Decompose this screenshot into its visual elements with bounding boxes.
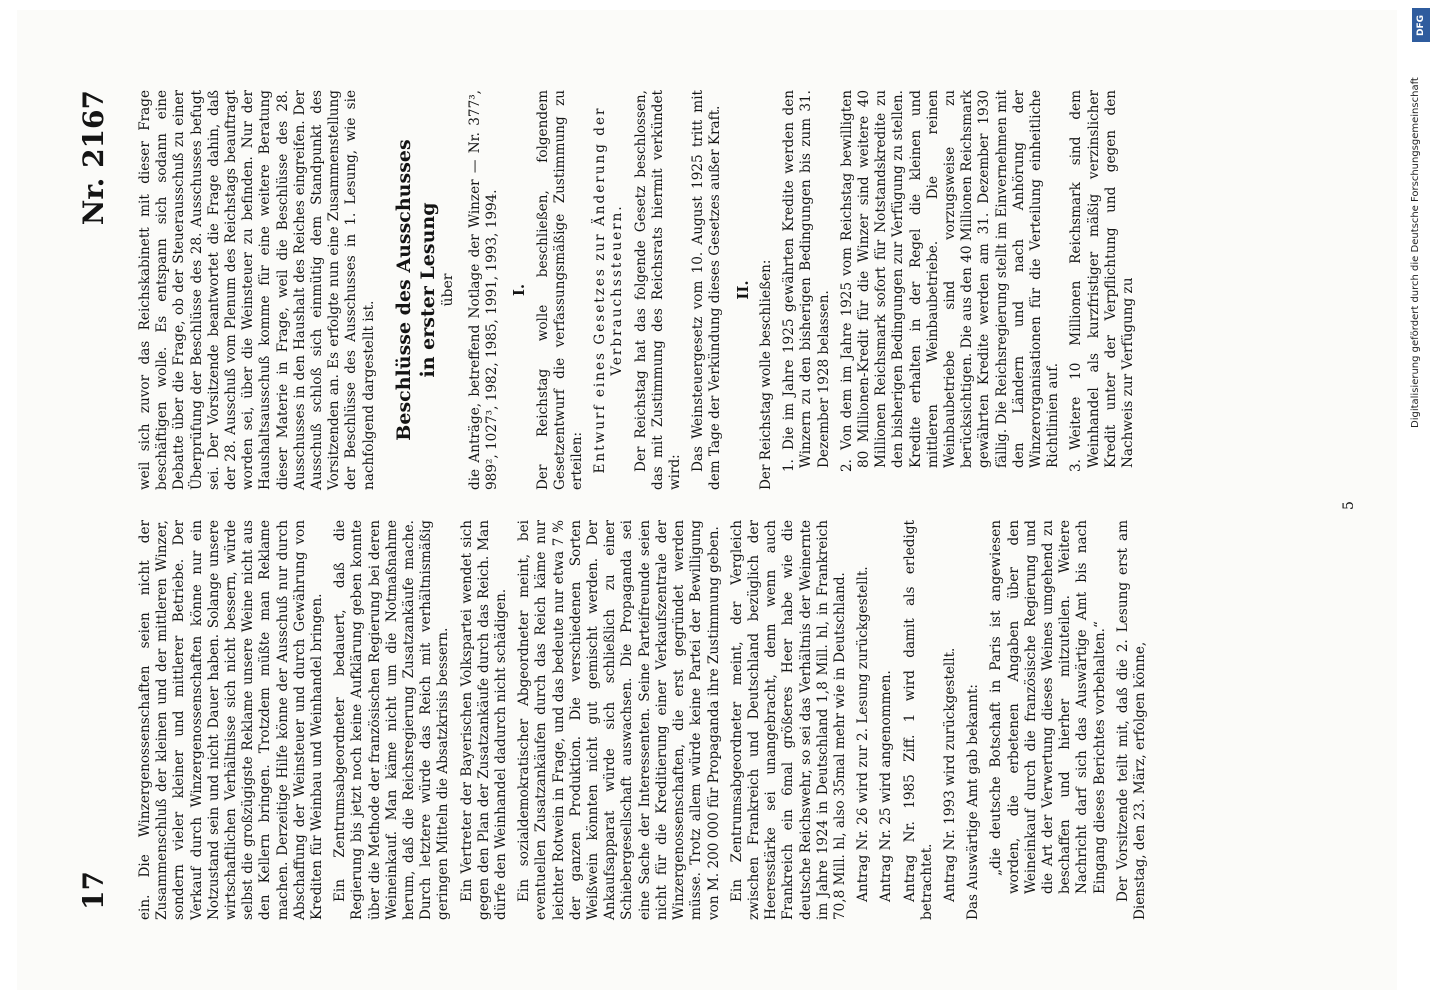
paragraph: Der Vorsitzende teilt mit, daß die 2. Lesung erst am Dienstag, den 23. März, erfolgen könne,: [1114, 520, 1148, 920]
paragraph: Der Reichstag wolle beschließen, folgendem Gesetzentwurf die verfassungsmäßige Zustimmung zu erteilen:: [534, 90, 586, 490]
list-item: [1068, 90, 1137, 490]
list-text: Die im Jahre 1925 gewährten Kredite werden den Winzern zu den bisherigen Bedingungen bis zum 31. Dezember 1928 belassen.: [781, 90, 832, 468]
motion-line: Antrag Nr. 25 wird angenommen.: [878, 670, 895, 902]
digitization-credit: Digitalisierung gefördert durch die Deutsche Forschungsgemeinschaft: [1410, 77, 1421, 428]
list-item: [781, 90, 833, 490]
footer-marker: 5: [1341, 501, 1357, 510]
list-number: 2.: [838, 459, 855, 472]
issue-number: Nr. 2167: [77, 90, 110, 226]
section-number: I.: [510, 283, 529, 297]
heading-subline: über: [439, 273, 456, 307]
section-number: II.: [733, 280, 752, 300]
list-text: Weitere 10 Millionen Reichsmark sind dem Weinhandel als kurzfristiger mäßig verzinslicher Kredit unter der Verpflichtung und gegen den Nachweis zur Verfügung zu: [1068, 90, 1136, 468]
quotation: „die deutsche Botschaft in Paris ist angewiesen worden, die erbetenen Angaben über den Weineinkauf durch die französische Regierung und die Art der Verwertung dieses Weines umgehend zu beschaffen und hierher mitzuteilen. Weitere Nachricht darf sich das Auswärtige Amt bis nach Eingang dieses Berichtes vorbehalten.“: [988, 520, 1108, 894]
paragraph: Der Reichstag wolle beschließen:: [757, 259, 774, 490]
motion-line: Antrag Nr. 1985 Ziff. 1 wird damit als erledigt betrachtet.: [901, 520, 935, 920]
paragraph: ein. Die Winzergenossenschaften seien nicht der Zusammenschluß der kleinen und der mittleren Winzer, sondern vieler kleiner und mittlerer Betriebe. Der Verkauf durch Winzergenossenschaften könne nur ein Notzustand sein und nicht Dauer haben. Solange unsere wirtschaftlichen Verhältnisse sich nicht bessern, würde selbst die großzügigste Reklame unsere Weine nicht aus den Kellern bringen. Trotzdem müßte man Reklame machen. Derzeitige Hilfe könne der Ausschuß nur durch Abschaffung der Weinsteuer und durch Gewährung von Krediten für Weinbau und Weinhandel bringen.: [137, 520, 326, 920]
list-item: [839, 90, 1063, 490]
list-text: Von dem im Jahre 1925 vom Reichstag bewilligten 80 Millionen-Kredit für die Winzer sind weitere 40 Millionen Reichsmark sofort für Notstandskredite zu den bisherigen Bedingungen zur Verfügung zu stellen. Kredite erhalten in der Regel die kleinen und mittleren Weinbaubetriebe. Die reinen Weinbaubetriebe sind vorzugsweise zu berücksichtigen. Die aus den 40 Millionen Reichsmark gewährten Kredite werden am 31. Dezember 1930 fällig. Die Reichsregierung stellt im Einvernehmen mit den Ländern und nach Anhörung der Winzerorganisationen für die Verteilung einheitliche Richtlinien auf.: [838, 90, 1062, 468]
running-header: [77, 80, 127, 920]
paragraph: Ein Zentrumsabgeordneter bedauert, daß die Regierung bis jetzt noch keine Aufklärung geben konnte über die Methode der französischen Regierung bei deren Weineinkauf. Man käme nicht um die Notmaßnahme herum, daß die Reichsregierung Zusatzankäufe mache. Durch letztere würde das Reich mit verhältnismäßig geringen Mitteln die Absatzkrisis bessern.: [332, 520, 452, 920]
dfg-logo: DFG: [1412, 8, 1430, 42]
paragraph: Ein Zentrumsabgeordneter meint, der Vergleich zwischen Frankreich und Deutschland bezüglich der Heeresstärke sei unangebracht, denn wenn auch Frankreich ein 6mal größeres Heer habe wie die deutsche Reichswehr, so sei das Verhältnis der Weinernte im Jahre 1924 in Deutschland 1,8 Mill. hl, in Frankreich 70,8 Mill. hl, also 35mal mehr wie in Deutschland.: [728, 520, 848, 920]
motion-line: Antrag Nr. 1993 wird zurückgestellt.: [941, 647, 958, 902]
paragraph: Ein Vertreter der Bayerischen Volkspartei wendet sich gegen den Plan der Zusatzankäufe durch das Reich. Man dürfe den Weinhandel dadurch nicht schädigen.: [458, 520, 510, 920]
paragraph: weil sich zuvor das Reichskabinett mit dieser Frage beschäftigen wolle. Es entspann sich sodann eine Debatte über die Frage, ob der Steuerausschuß zu einer Überprüfung der Beschlüsse des 28. Ausschusses befugt sei. Der Vorsitzende beantwortet die Frage dahin, daß der 28. Ausschuß vom Plenum des Reichstags beauftragt worden sei, über die Weinsteuer zu befinden. Nur der Haushaltsausschuß komme für eine weitere Beratung dieser Materie in Frage, weil die Beschlüsse des 28. Ausschusses in den Haushalt des Reiches eingreifen. Der Ausschuß schloß sich einmütig dem Standpunkt des Vorsitzenden an. Es erfolgte nun eine Zusammenstellung der Beschlüsse des Ausschusses in 1. Lesung, wie sie nachfolgend dargestellt ist.: [137, 90, 377, 490]
list-number: 3.: [1068, 459, 1085, 472]
heading-line: in erster Lesung: [416, 202, 439, 378]
page-number: 17: [77, 871, 110, 910]
list-number: 1.: [781, 459, 798, 472]
scanned-page: [17, 10, 1397, 990]
motion-reference: die Anträge, betreffend Notlage der Winzer — Nr. 377³, 989², 1027³, 1982, 1985, 1991, 1993, 1994.: [467, 90, 501, 490]
paragraph: Ein sozialdemokratischer Abgeordneter meint, bei eventuellen Zusatzankäufen durch das Reich käme nur leichter Rotwein in Frage, und das bedeute nur etwa 7 % der ganzen Produktion. Die verschiedenen Sorten Weißwein könnten nicht gut gemischt werden. Der Ankaufsapparat würde sich schließlich zu einer Schiebergesellschaft auswachsen. Die Propaganda sei eine Sache der Interessenten. Seine Parteifreunde seien nicht für die Kreditierung einer Verkaufszentrale der Winzergenossenschaften, die erst gegründet werden müsse. Trotz allem würde keine Partei der Bewilligung von M. 200 000 für Propaganda ihre Zustimmung geben.: [516, 520, 722, 920]
motion-line: Antrag Nr. 26 wird zur 2. Lesung zurückgestellt.: [855, 566, 872, 902]
paragraph: Das Weinsteuergesetz vom 10. August 1925 tritt mit dem Tage der Verkündung dieses Gesetzes außer Kraft.: [690, 90, 724, 490]
draft-title: Entwurf eines Gesetzes zur Änderung der Verbrauchssteuern.: [592, 106, 626, 474]
left-column: [137, 520, 1327, 920]
section-heading: [392, 90, 457, 490]
right-column: [137, 90, 1327, 490]
paragraph: Der Reichstag hat das folgende Gesetz beschlossen, das mit Zustimmung des Reichsrats hiermit verkündet wird:: [632, 90, 684, 490]
heading-line: Beschlüsse des Ausschusses: [392, 139, 415, 441]
paragraph: Das Auswärtige Amt gab bekannt:: [965, 684, 982, 920]
